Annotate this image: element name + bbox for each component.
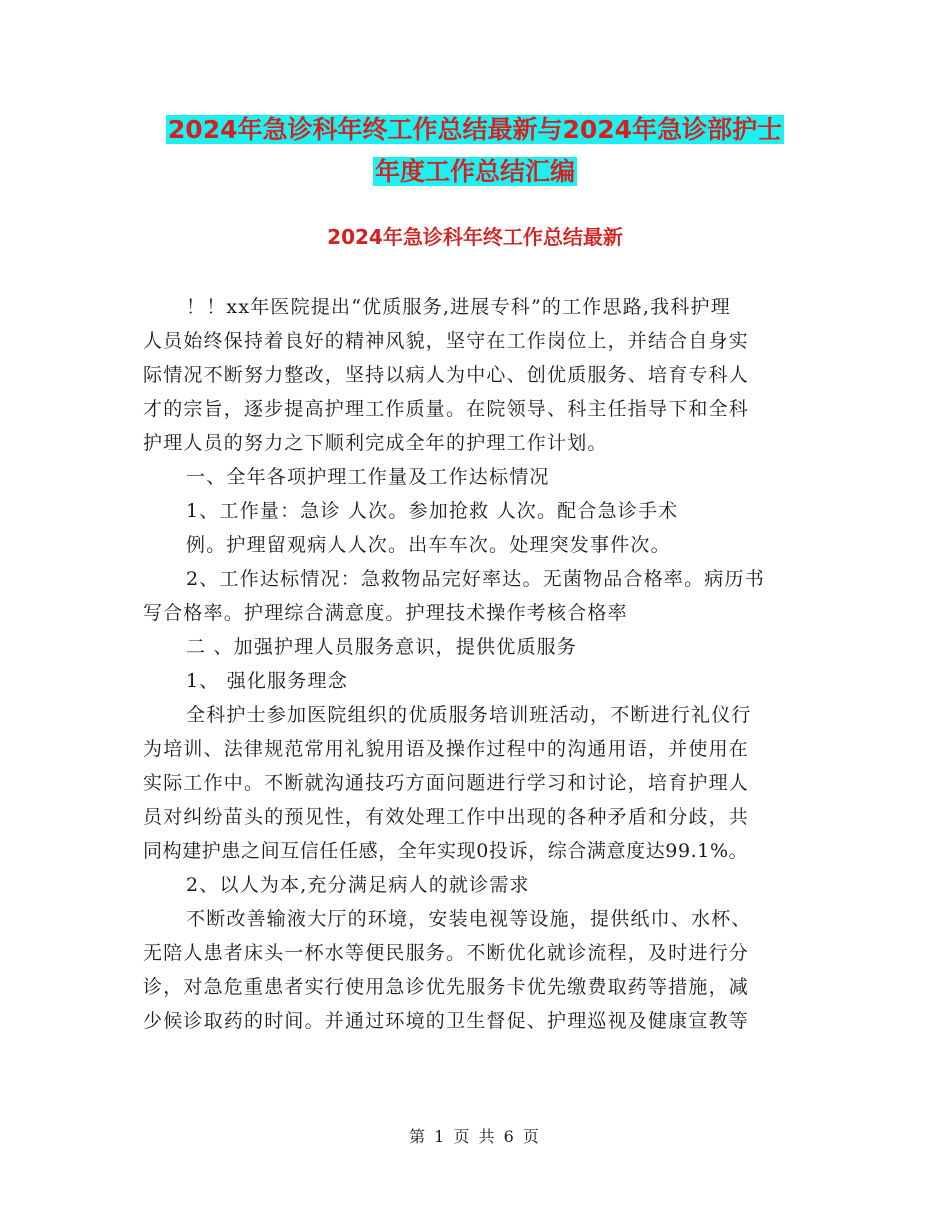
section-title: 2024年急诊科年终工作总结最新 bbox=[327, 225, 623, 249]
paragraph-line: 同构建护患之间互信任任感，全年实现0投诉，综合满意度达99.1%。 bbox=[143, 840, 749, 862]
paragraph-line: 全科护士参加医院组织的优质服务培训班活动，不断进行礼仪行 bbox=[186, 704, 752, 726]
paragraph-line: 实际工作中。不断就沟通技巧方面问题进行学习和讨论，培育护理人 bbox=[143, 772, 750, 794]
heading-line: 2、以人为本,充分满足病人的就诊需求 bbox=[186, 874, 530, 896]
paragraph-line: 无陪人患者床头一杯水等便民服务。不断优化就诊流程，及时进行分 bbox=[143, 942, 750, 964]
paragraph-line: 写合格率。护理综合满意度。护理技术操作考核合格率 bbox=[143, 602, 628, 624]
heading-line: 二 、加强护理人员服务意识，提供优质服务 bbox=[186, 636, 578, 658]
paragraph-line: ！！xx年医院提出“优质服务,进展专科”的工作思路,我科护理 bbox=[186, 296, 731, 318]
title-highlight-2: 年度工作总结汇编 bbox=[374, 157, 575, 186]
page-footer: 第 1 页 共 6 页 bbox=[409, 1127, 541, 1146]
paragraph-line: 1、工作量：急诊 人次。参加抢救 人次。配合急诊手术 bbox=[186, 500, 679, 522]
paragraph-line: 不断改善输液大厅的环境，安装电视等设施，提供纸巾、水杯、 bbox=[186, 908, 752, 930]
paragraph-line: 护理人员的努力之下顺利完成全年的护理工作计划。 bbox=[143, 432, 608, 454]
title-highlight-1: 2024年急诊科年终工作总结最新与2024年急诊部护士 bbox=[167, 115, 783, 144]
document-title-line-2 bbox=[0, 152, 950, 192]
heading-line: 一、全年各项护理工作量及工作达标情况 bbox=[186, 466, 550, 488]
paragraph-line: 员对纠纷苗头的预见性，有效处理工作中出现的各种矛盾和分歧，共 bbox=[143, 806, 750, 828]
paragraph-line: 人员始终保持着良好的精神风貌，坚守在工作岗位上，并结合自身实 bbox=[143, 330, 750, 352]
heading-line: 1、 强化服务理念 bbox=[186, 670, 348, 692]
paragraph-line: 为培训、法律规范常用礼貌用语及操作过程中的沟通用语，并使用在 bbox=[143, 738, 750, 760]
paragraph-line: 才的宗旨，逐步提高护理工作质量。在院领导、科主任指导下和全科 bbox=[143, 398, 750, 420]
document-title-line-1 bbox=[0, 110, 950, 150]
paragraph-line: 诊，对急危重患者实行使用急诊优先服务卡优先缴费取药等措施，减 bbox=[143, 976, 750, 998]
paragraph-line: 2、工作达标情况：急救物品完好率达。无菌物品合格率。病历书 bbox=[186, 568, 765, 590]
paragraph-line: 例。护理留观病人人次。出车车次。处理突发事件次。 bbox=[186, 534, 671, 556]
paragraph-line: 际情况不断努力整改，坚持以病人为中心、创优质服务、培育专科人 bbox=[143, 364, 750, 386]
paragraph-line: 少候诊取药的时间。并通过环境的卫生督促、护理巡视及健康宣教等 bbox=[143, 1010, 750, 1032]
